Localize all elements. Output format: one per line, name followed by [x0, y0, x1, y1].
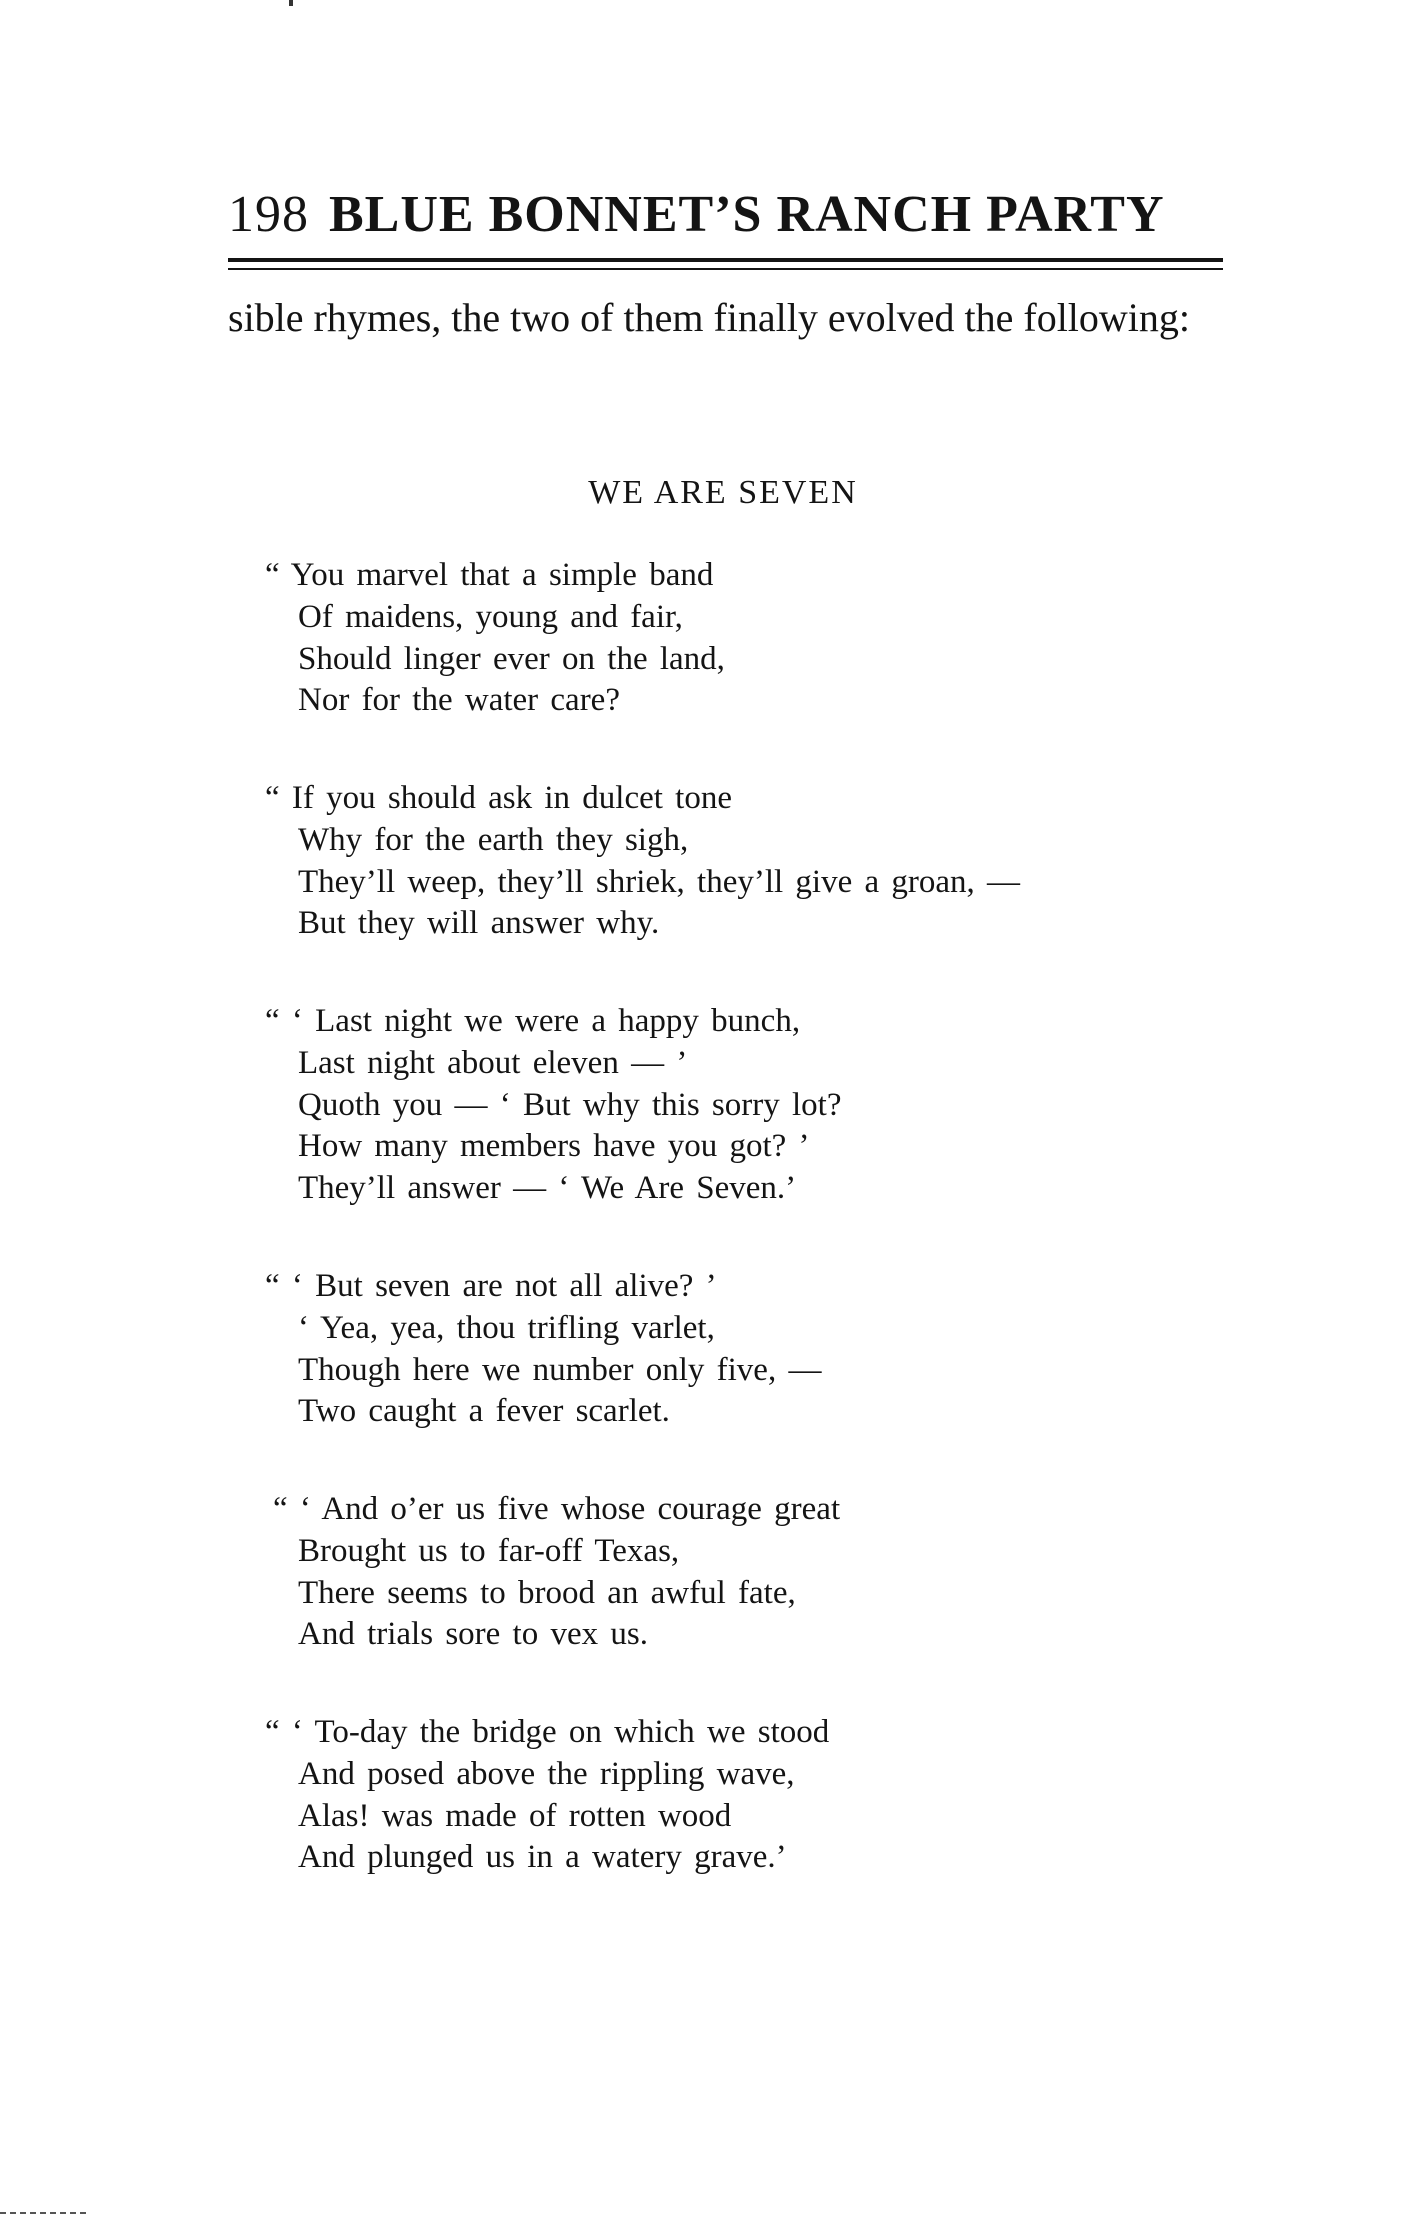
stanza-3	[265, 1001, 1225, 1210]
poem-line: And plunged us in a watery grave.’	[298, 1839, 787, 1876]
poem-line: And trials sore to vex us.	[298, 1616, 648, 1653]
poem-line: Why for the earth they sigh,	[298, 821, 689, 858]
stanza-2	[265, 778, 1225, 945]
poem-line: “ If you should ask in dulcet tone	[265, 780, 732, 816]
poem-line: Last night about eleven — ’	[298, 1044, 688, 1081]
poem-line: Quoth you — ‘ But why this sorry lot?	[298, 1086, 842, 1123]
poem-line: How many members have you got? ’	[298, 1128, 810, 1165]
poem-line: Of maidens, young and fair,	[298, 598, 683, 635]
poem-line: “ ‘ And o’er us five whose courage great	[273, 1491, 841, 1527]
stanza-5	[265, 1489, 1225, 1656]
poem-line: They’ll weep, they’ll shriek, they’ll give a groan, —	[298, 863, 1021, 900]
print-speck	[289, 0, 293, 6]
prose-paragraph: sible rhymes, the two of them finally evolved the following:	[228, 295, 1191, 340]
poem-line: “ You marvel that a simple band	[265, 557, 714, 593]
running-header	[228, 180, 1228, 250]
poem-line: ‘ Yea, yea, thou trifling varlet,	[298, 1309, 715, 1346]
stanza-6	[265, 1712, 1225, 1879]
poem-line: “ ‘ To-day the bridge on which we stood	[265, 1714, 830, 1750]
running-title: BLUE BONNET’S RANCH PARTY	[329, 186, 1165, 243]
poem-line: But they will answer why.	[298, 905, 660, 942]
poem-line: Two caught a fever scarlet.	[298, 1393, 670, 1430]
poem-line: Brought us to far-off Texas,	[298, 1532, 680, 1569]
poem-line: And posed above the rippling wave,	[298, 1755, 795, 1792]
header-rule-thin	[228, 268, 1223, 270]
header-rule-thick	[228, 258, 1223, 262]
stanza-1	[265, 555, 1225, 722]
scan-edge-mark	[0, 2212, 90, 2214]
poem-line: Alas! was made of rotten wood	[298, 1797, 732, 1834]
poem-line: They’ll answer — ‘ We Are Seven.’	[298, 1170, 797, 1207]
poem-line: Though here we number only five, —	[298, 1351, 822, 1388]
poem-line: Nor for the water care?	[298, 682, 620, 719]
page-number: 198	[228, 186, 309, 243]
poem-line: There seems to brood an awful fate,	[298, 1574, 796, 1611]
poem-line: “ ‘ But seven are not all alive? ’	[265, 1268, 717, 1304]
poem-title: WE ARE SEVEN	[588, 474, 858, 511]
poem-line: Should linger ever on the land,	[298, 640, 725, 677]
stanza-4	[265, 1266, 1225, 1433]
poem-line: “ ‘ Last night we were a happy bunch,	[265, 1003, 801, 1039]
